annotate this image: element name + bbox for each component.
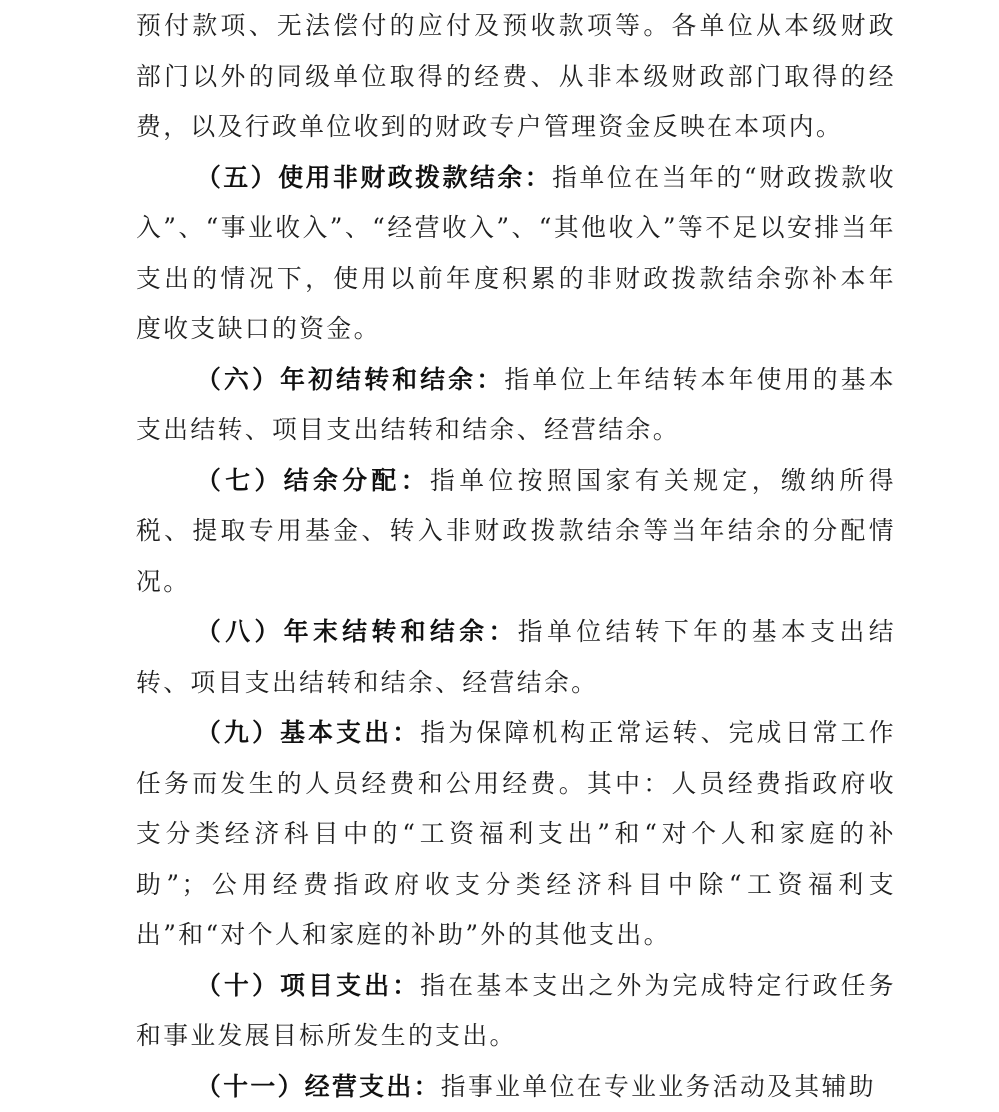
paragraph-text: 指在基本支出之外为完成特定行政任务和事业发展目标所发生的支出。 (136, 971, 896, 1051)
paragraph-text: 指单位上年结转本年使用的基本支出结转、项目支出结转和结余、经营结余。 (136, 365, 896, 445)
paragraph-text: 指事业单位在专业业务活动及其辅助 (441, 1072, 876, 1101)
paragraph-item-9 (136, 708, 896, 961)
paragraph-item-6 (136, 355, 896, 456)
term-heading: （五）使用非财政拨款结余： (196, 163, 552, 192)
term-heading: （七）结余分配： (196, 466, 430, 495)
paragraph-item-8 (136, 607, 896, 708)
paragraph-continuation (136, 1, 896, 153)
paragraph-item-10 (136, 961, 896, 1062)
paragraph-item-7 (136, 456, 896, 608)
term-heading: （六）年初结转和结余： (196, 365, 504, 394)
paragraph-text: 指单位在当年的“财政拨款收入”、“事业收入”、“经营收入”、“其他收入”等不足以安排当年支出的情况下，使用以前年度积累的非财政拨款结余弥补本年度收支缺口的资金。 (136, 163, 896, 344)
term-heading: （十一）经营支出： (196, 1072, 441, 1101)
paragraph-item-5 (136, 153, 896, 355)
term-heading: （十）项目支出： (196, 971, 420, 1000)
paragraph-item-11 (136, 1062, 896, 1112)
paragraph-text: 指单位结转下年的基本支出结转、项目支出结转和结余、经营结余。 (136, 617, 896, 697)
term-heading: （九）基本支出： (196, 718, 420, 747)
term-heading: （八）年末结转和结余： (196, 617, 518, 646)
paragraph-text: 指单位按照国家有关规定，缴纳所得税、提取专用基金、转入非财政拨款结余等当年结余的分配情况。 (136, 466, 896, 596)
paragraph-text: 预付款项、无法偿付的应付及预收款项等。各单位从本级财政部门以外的同级单位取得的经费、从非本级财政部门取得的经费，以及行政单位收到的财政专户管理资金反映在本项内。 (136, 11, 896, 141)
paragraph-text: 指为保障机构正常运转、完成日常工作任务而发生的人员经费和公用经费。其中：人员经费指政府收支分类经济科目中的“工资福利支出”和“对个人和家庭的补助”；公用经费指政府收支分类经济科目中除“工资福利支出”和“对个人和家庭的补助”外的其他支出。 (136, 718, 896, 949)
document-body (136, 1, 896, 1112)
